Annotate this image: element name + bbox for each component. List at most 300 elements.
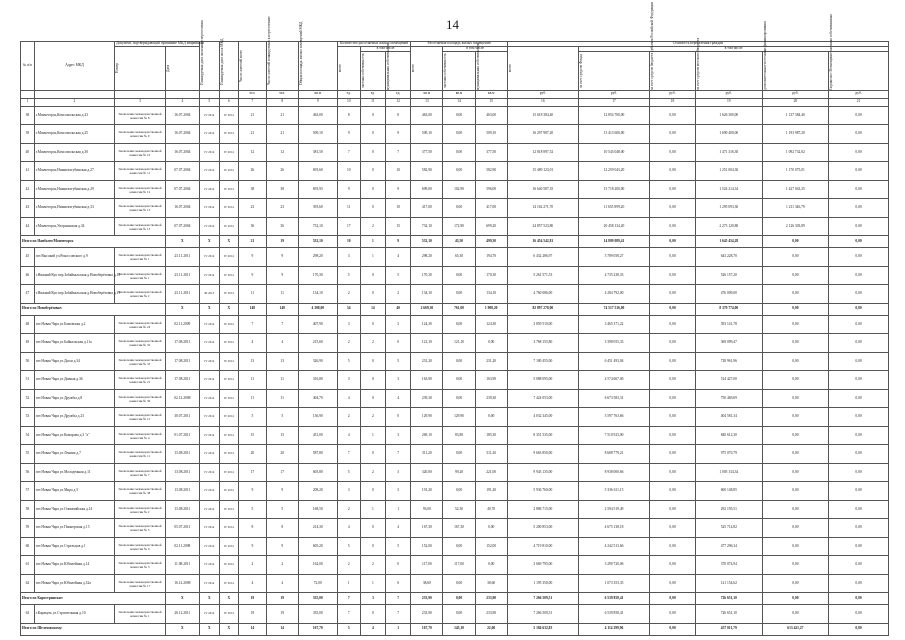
value-cell-c20: 0,00	[762, 574, 829, 593]
value-cell-c17: 4 574 667,00	[578, 371, 649, 390]
rooms-incl-header: в том числе	[360, 46, 411, 51]
value-cell-c14: 0,00	[443, 389, 475, 408]
doc-date-cell: 07.07.2004	[165, 162, 199, 181]
value-cell-c9: 215,60	[298, 334, 337, 353]
value-cell-c14: 0,00	[443, 125, 475, 144]
value-cell-c20: 0,00	[762, 426, 829, 445]
plan-relocation-cell: IV 2014	[200, 537, 220, 556]
table-row	[21, 556, 889, 575]
value-cell-c16: 2 886 715,00	[507, 500, 578, 519]
plan-relocation-cell: III 2013	[200, 285, 220, 304]
value-cell-c12: 15	[386, 217, 411, 236]
value-cell-c17: 3 597 763,66	[578, 408, 649, 427]
unit-cell	[34, 90, 114, 98]
value-cell-c9: 732,10	[298, 217, 337, 236]
value-cell-c7: 5	[239, 500, 267, 519]
plan-demolition-cell: IV 2014	[219, 574, 239, 593]
table-row	[21, 389, 889, 408]
value-cell-c13: 320,00	[411, 463, 443, 482]
column-number-cell: 14	[443, 98, 475, 106]
value-cell-c8: 4	[266, 334, 298, 353]
column-number-cell: 8	[266, 98, 298, 106]
value-cell-c18: 0,00	[650, 537, 696, 556]
plan-demolition-cell: IV 2014	[219, 352, 239, 371]
value-cell-c15: 1 908,20	[475, 303, 507, 315]
value-cell-c12: 9	[386, 180, 411, 199]
doc-number-cell: Заключение межведомственной комиссии № 17	[115, 574, 166, 593]
rooms-municipal-header: муниципальная собственность	[386, 51, 411, 90]
value-cell-c14: 0,00	[443, 162, 475, 181]
table-body	[21, 106, 889, 635]
value-cell-c17: 7 510 923,00	[578, 426, 649, 445]
value-cell-c19: 1 524 214,34	[696, 180, 763, 199]
value-cell-c11: 0	[360, 125, 385, 144]
value-cell-c9: 134,10	[298, 285, 337, 304]
value-cell-c20: 0,00	[762, 371, 829, 390]
address-cell: г.Мончегорск,Упорнинская д.34	[34, 217, 114, 236]
row-number-cell: 41	[21, 162, 35, 181]
value-cell-c16: 15 480 123,01	[507, 162, 578, 181]
value-cell-c19: 975 070,79	[696, 445, 763, 464]
doc-number-cell: Заключение межведомственной комиссии № 36	[115, 389, 166, 408]
address-cell: пгт.Новая Чара ул.Дивная д.36	[34, 371, 114, 390]
value-cell-c12: 4	[386, 248, 411, 267]
value-cell-c12: 5	[386, 537, 411, 556]
subtotal-label: Итого по Наиболее/Мончегорск	[21, 236, 166, 248]
plan-relocation-cell: IV 2014	[200, 574, 220, 593]
value-cell-c10: 2	[337, 500, 360, 519]
value-cell-c13: 93,00	[411, 500, 443, 519]
plan-relocation-cell: IV 2014	[200, 266, 220, 285]
value-cell-c8: 15	[266, 426, 298, 445]
value-cell-c7: 4	[239, 574, 267, 593]
value-cell-c20: 1 092 732,02	[762, 143, 829, 162]
value-cell-c15: 311,20	[475, 445, 507, 464]
value-cell-c10: 5	[337, 537, 360, 556]
address-cell: пгт.Новая Чара ул.Пионерская д.15	[34, 519, 114, 538]
value-cell-c21: 0,00	[829, 352, 889, 371]
address-cell: пгт.Новая Чара ул.Мира д.5	[34, 482, 114, 501]
value-cell-c11: 0	[360, 199, 385, 218]
value-cell-c17: 10 543 048,00	[578, 143, 649, 162]
plan-demolition-cell: IV 2014	[219, 285, 239, 304]
value-cell-c13: 463,00	[411, 106, 443, 125]
value-cell-c17: 15 718 200,00	[578, 180, 649, 199]
table-row	[21, 199, 889, 218]
value-cell-c13: 532,10	[411, 236, 443, 248]
value-cell-c14: 0,00	[443, 266, 475, 285]
value-cell-c11: 0	[360, 143, 385, 162]
doc-date-cell: 07.07.2004	[165, 180, 199, 199]
value-cell-c18: 0,00	[650, 106, 696, 125]
value-cell-c14: 0,00	[443, 352, 475, 371]
value-cell-c16: 5 261 571,53	[507, 266, 578, 285]
plan-relocation-cell: IV 2014	[200, 482, 220, 501]
subtotal-x-cell: X	[219, 623, 239, 635]
doc-date-cell: 07.07.2004	[165, 217, 199, 236]
value-cell-c8: 9	[266, 482, 298, 501]
value-cell-c11: 1	[360, 574, 385, 593]
value-cell-c14: 0,00	[443, 315, 475, 334]
subtotal-label: Итого по Каростринское:	[21, 593, 166, 605]
doc-group-header: Документ, подтверждающий признание МКД аварийным	[116, 41, 204, 45]
subtotal-x-cell: X	[219, 303, 239, 315]
value-cell-c13: 417,00	[411, 199, 443, 218]
value-cell-c19: 1 645 454,28	[696, 236, 763, 248]
subtotal-x-cell: X	[200, 593, 220, 605]
value-cell-c21: 0,00	[829, 143, 889, 162]
value-cell-c20: 0,00	[762, 556, 829, 575]
value-cell-c19: 369 099,47	[696, 334, 763, 353]
doc-number-cell: Заключение межведомственной комиссии № 9	[115, 537, 166, 556]
value-cell-c15: 0,00	[475, 408, 507, 427]
row-number-cell: 46	[21, 266, 35, 285]
doc-number-cell: Заключение межведомственной комиссии № 24	[115, 315, 166, 334]
table-row	[21, 143, 889, 162]
plan-relocation-cell: IV 2014	[200, 389, 220, 408]
column-number-cell: 1	[21, 98, 35, 106]
value-cell-c11: 0	[360, 352, 385, 371]
value-cell-c19: 525 714,82	[696, 519, 763, 538]
value-cell-c10: 54	[337, 303, 360, 315]
doc-date-cell: 13.08.2011	[165, 463, 199, 482]
value-cell-c10: 17	[337, 217, 360, 236]
cost-subject-header: за счет средств бюджета субъекта Российской Федерации	[650, 51, 696, 90]
value-cell-c7: 15	[239, 426, 267, 445]
value-cell-c8: 9	[266, 266, 298, 285]
value-cell-c16: 1 195 350,00	[507, 574, 578, 593]
subtotal-x-cell: X	[219, 593, 239, 605]
doc-number-cell: Заключение межведомственной комиссии № 12	[115, 180, 166, 199]
plan-demolition-cell: IV 2014	[219, 315, 239, 334]
value-cell-c19: 840 612,30	[696, 426, 763, 445]
plan-relocation-cell: IV 2014	[200, 143, 220, 162]
plan-relocation-cell: IV 2014	[200, 334, 220, 353]
value-cell-c21: 0,00	[829, 217, 889, 236]
value-cell-c16: 16 640 587,35	[507, 180, 578, 199]
table-row	[21, 125, 889, 144]
plan-relocation-cell: IV 2014	[200, 248, 220, 267]
value-cell-c14: 0,00	[443, 605, 475, 624]
value-cell-c11: 0	[360, 315, 385, 334]
value-cell-c18: 0,00	[650, 303, 696, 315]
value-cell-c9: 72,00	[298, 574, 337, 593]
unit-cell: кв.м	[298, 90, 337, 98]
row-number-cell: 45	[21, 248, 35, 267]
value-cell-c17: 6 673 583,31	[578, 389, 649, 408]
value-cell-c12: 7	[386, 593, 411, 605]
column-number-cell: 19	[696, 98, 763, 106]
plan-relocation-cell: IV 2014	[200, 463, 220, 482]
value-cell-c11: 4	[360, 623, 385, 635]
value-cell-c21: 0,00	[829, 556, 889, 575]
value-cell-c7: 13	[239, 352, 267, 371]
table-row	[21, 482, 889, 501]
value-cell-c20: 0,00	[762, 266, 829, 285]
value-cell-c10: 5	[337, 623, 360, 635]
unit-cell: ед.	[337, 90, 360, 98]
value-cell-c10: 2	[337, 285, 360, 304]
value-cell-c8: 2	[266, 556, 298, 575]
unit-cell: ед.	[386, 90, 411, 98]
value-cell-c10: 9	[337, 180, 360, 199]
value-cell-c7: 5	[239, 408, 267, 427]
value-cell-c17: 4 284 792,00	[578, 285, 649, 304]
value-cell-c18: 0,00	[650, 519, 696, 538]
value-cell-c19: 2 273 120,80	[696, 217, 763, 236]
value-cell-c12: 3	[386, 426, 411, 445]
value-cell-c13: 38,60	[411, 574, 443, 593]
value-cell-c16: 5 200 853,00	[507, 519, 578, 538]
value-cell-c20: 0,00	[762, 519, 829, 538]
value-cell-c21: 0,00	[829, 285, 889, 304]
value-cell-c15: 134,10	[475, 285, 507, 304]
value-cell-c15: 231,20	[475, 352, 507, 371]
value-cell-c16: 5 184 632,83	[507, 623, 578, 635]
value-cell-c7: 21	[239, 125, 267, 144]
value-cell-c16: 4 760 086,00	[507, 285, 578, 304]
address-cell: пгт.Новая Чара ул.Молодёжная д.11	[34, 463, 114, 482]
plan-relocation-cell: IV 2014	[200, 426, 220, 445]
doc-number-cell: Заключение межведомственной комиссии № 10	[115, 143, 166, 162]
value-cell-c14: 99,20	[443, 463, 475, 482]
table-row	[21, 519, 889, 538]
value-cell-c11: 0	[360, 106, 385, 125]
value-cell-c9: 603,80	[298, 463, 337, 482]
col-plan-relocation-header: Планируемая дата окончания переселения	[200, 42, 220, 91]
value-cell-c19: 1 005 134,34	[696, 463, 763, 482]
rooms-private-header: частная собственность	[360, 51, 385, 90]
doc-date-cell: 11.08.2011	[165, 556, 199, 575]
value-cell-c15: 152,00	[475, 537, 507, 556]
value-cell-c7: 8	[239, 519, 267, 538]
value-cell-c21: 0,00	[829, 426, 889, 445]
address-cell: г.Мончегорск,Нижнеахтубинская д.27	[34, 162, 114, 181]
value-cell-c11: 0	[360, 389, 385, 408]
value-cell-c9: 170,30	[298, 266, 337, 285]
value-cell-c16: 7 180 455,00	[507, 352, 578, 371]
doc-date-cell: 05.07.2011	[165, 519, 199, 538]
value-cell-c8: 19	[266, 593, 298, 605]
value-cell-c21: 0,00	[829, 371, 889, 390]
address-cell: пгт.Новая Чара ул.Ленина д.7	[34, 445, 114, 464]
unit-cell	[115, 90, 166, 98]
value-cell-c8: 21	[266, 125, 298, 144]
value-cell-c10: 5	[337, 266, 360, 285]
value-cell-c17: 4 242 513,66	[578, 537, 649, 556]
value-cell-c8: 9	[266, 537, 298, 556]
value-cell-c11: 2	[360, 408, 385, 427]
value-cell-c21: 0,00	[829, 500, 889, 519]
value-cell-c12: 0	[386, 556, 411, 575]
value-cell-c20: 0,00	[762, 500, 829, 519]
value-cell-c7: 2	[239, 556, 267, 575]
unit-cell: ед.	[360, 90, 385, 98]
value-cell-c12: 3	[386, 371, 411, 390]
value-cell-c15: 582,90	[475, 162, 507, 181]
value-cell-c12: 8	[386, 106, 411, 125]
value-cell-c15: 191,20	[475, 482, 507, 501]
table-row	[21, 106, 889, 125]
plan-demolition-cell: IV 2014	[219, 537, 239, 556]
cost-extra-header: дополнительные источники финансирования	[762, 51, 829, 90]
unit-cell: кв.м	[443, 90, 475, 98]
value-cell-c14: 761,00	[443, 303, 475, 315]
value-cell-c13: 167,30	[411, 519, 443, 538]
value-cell-c19: 1 295 093,30	[696, 199, 763, 218]
value-cell-c15: 38,60	[475, 574, 507, 593]
plan-demolition-cell: IV 2014	[219, 125, 239, 144]
value-cell-c17: 74 517 516,00	[578, 303, 649, 315]
plan-demolition-cell: IV 2014	[219, 248, 239, 267]
plan-demolition-cell: IV 2014	[219, 371, 239, 390]
value-cell-c12: 7	[386, 143, 411, 162]
value-cell-c7: 21	[239, 106, 267, 125]
value-cell-c11: 0	[360, 519, 385, 538]
subtotal-row	[21, 623, 889, 635]
subtotal-row	[21, 593, 889, 605]
value-cell-c15: 0,00	[475, 334, 507, 353]
plan-relocation-cell: IV 2014	[200, 605, 220, 624]
subtotal-row	[21, 236, 889, 248]
doc-date-cell: 30.07.2011	[165, 408, 199, 427]
rooms-group-header: Количество расселяемых жилых помещений	[337, 42, 410, 47]
value-cell-c18: 0,00	[650, 248, 696, 267]
unit-cell: руб.	[829, 90, 889, 98]
value-cell-c13: 233,90	[411, 593, 443, 605]
value-cell-c13: 121,10	[411, 334, 443, 353]
value-cell-c16: 4 032 345,00	[507, 408, 578, 427]
value-cell-c19: 121 154,62	[696, 574, 763, 593]
subtotal-row	[21, 303, 889, 315]
value-cell-c20: 0,00	[762, 605, 829, 624]
cost-total-header: всего	[507, 46, 578, 90]
address-cell: пгт.Новая Чара ул.Байкальская д.11а	[34, 334, 114, 353]
value-cell-c7: 7	[239, 315, 267, 334]
value-cell-c14: 0,00	[443, 285, 475, 304]
unit-cell	[219, 90, 239, 98]
value-cell-c10: 10	[337, 162, 360, 181]
column-numbers-row	[21, 98, 889, 106]
address-cell: пгт.Новая Чара ул.Юбилейная д.32а	[34, 574, 114, 593]
value-cell-c19: 526 157,20	[696, 266, 763, 285]
subtotal-x-cell: X	[165, 303, 199, 315]
value-cell-c11: 1	[360, 500, 385, 519]
doc-number-cell: Заключение межведомственной комиссии № 2	[115, 285, 166, 304]
doc-number-cell: Заключение межведомственной комиссии № 2	[115, 500, 166, 519]
value-cell-c17: 20 458 134,20	[578, 217, 649, 236]
table-row	[21, 463, 889, 482]
plan-demolition-cell: IV 2014	[219, 217, 239, 236]
value-cell-c9: 532,10	[298, 236, 337, 248]
unit-cell: кв.м	[411, 90, 443, 98]
value-cell-c18: 0,00	[650, 593, 696, 605]
value-cell-c19: 8 379 774,00	[696, 303, 763, 315]
value-cell-c13: 732,10	[411, 217, 443, 236]
value-cell-c17: 12 854 700,00	[578, 106, 649, 125]
column-number-cell: 13	[411, 98, 443, 106]
value-cell-c11: 1	[360, 248, 385, 267]
value-cell-c12: 0	[386, 408, 411, 427]
value-cell-c12: 40	[386, 303, 411, 315]
value-cell-c10: 3	[337, 371, 360, 390]
value-cell-c8: 20	[266, 445, 298, 464]
value-cell-c9: 316,80	[298, 371, 337, 390]
cost-group-header: Стоимость переселения граждан	[507, 42, 888, 47]
area-municipal-header: муниципальная собственность	[475, 51, 507, 90]
doc-date-cell: 02.12.2008	[165, 389, 199, 408]
plan-demolition-cell: IV 2014	[219, 463, 239, 482]
value-cell-c17: 3 465 371,22	[578, 315, 649, 334]
row-number-cell: 40	[21, 143, 35, 162]
value-cell-c15: 22,60	[475, 623, 507, 635]
plan-demolition-cell: IV 2014	[219, 162, 239, 181]
value-cell-c20: 2 126 303,89	[762, 217, 829, 236]
table-row	[21, 500, 889, 519]
value-cell-c7: 9	[239, 248, 267, 267]
value-cell-c8: 11	[266, 371, 298, 390]
column-number-cell: 12	[386, 98, 411, 106]
row-number-cell: 47	[21, 285, 35, 304]
value-cell-c17: 8 938 000,66	[578, 463, 649, 482]
value-cell-c18: 0,00	[650, 500, 696, 519]
value-cell-c21: 0,00	[829, 463, 889, 482]
value-cell-c19: 1 471 316,30	[696, 143, 763, 162]
value-cell-c15: 40,70	[475, 500, 507, 519]
value-cell-c10: 2	[337, 408, 360, 427]
row-number-cell: 44	[21, 217, 35, 236]
value-cell-c17: 1 073 353,35	[578, 574, 649, 593]
column-number-cell: 21	[829, 98, 889, 106]
row-number-cell: 49	[21, 334, 35, 353]
table-row	[21, 334, 889, 353]
plan-relocation-cell: IV 2014	[200, 125, 220, 144]
value-cell-c18: 0,00	[650, 143, 696, 162]
value-cell-c20: 0,00	[762, 236, 829, 248]
value-cell-c10: 10	[337, 236, 360, 248]
value-cell-c17: 3 290 720,06	[578, 556, 649, 575]
column-number-cell: 11	[360, 98, 385, 106]
value-cell-c9: 298,20	[298, 248, 337, 267]
value-cell-c15: 170,30	[475, 266, 507, 285]
unit-cell: руб.	[650, 90, 696, 98]
value-cell-c8: 5	[266, 500, 298, 519]
plan-relocation-cell: IV 2014	[200, 180, 220, 199]
value-cell-c7: 23	[239, 199, 267, 218]
address-cell: пгт.Новая Чара ул.Олимпийская д.14	[34, 500, 114, 519]
doc-date-cell: 13.08.2011	[165, 500, 199, 519]
value-cell-c12: 9	[386, 236, 411, 248]
value-cell-c19: 726 651,10	[696, 605, 763, 624]
value-cell-c21: 0,00	[829, 389, 889, 408]
value-cell-c17: 5 789 058,27	[578, 248, 649, 267]
value-cell-c17: 11 655 899,20	[578, 199, 649, 218]
value-cell-c13: 152,00	[411, 537, 443, 556]
cost-fund-header: за счет средств Фонда	[578, 51, 649, 90]
value-cell-c14: 0,00	[443, 482, 475, 501]
doc-number-cell: Заключение межведомственной комиссии № 1	[115, 248, 166, 267]
value-cell-c7: 9	[239, 266, 267, 285]
value-cell-c15: 233,90	[475, 593, 507, 605]
value-cell-c16: 82 897 278,00	[507, 303, 578, 315]
value-cell-c21: 0,00	[829, 605, 889, 624]
doc-date-cell: 16.07.2004	[165, 143, 199, 162]
value-cell-c12: 5	[386, 352, 411, 371]
doc-number-cell: Заключение межведомственной комиссии № 4	[115, 426, 166, 445]
column-number-cell: 4	[165, 98, 199, 106]
value-cell-c8: 11	[266, 285, 298, 304]
value-cell-c20: 1 137 384,40	[762, 106, 829, 125]
